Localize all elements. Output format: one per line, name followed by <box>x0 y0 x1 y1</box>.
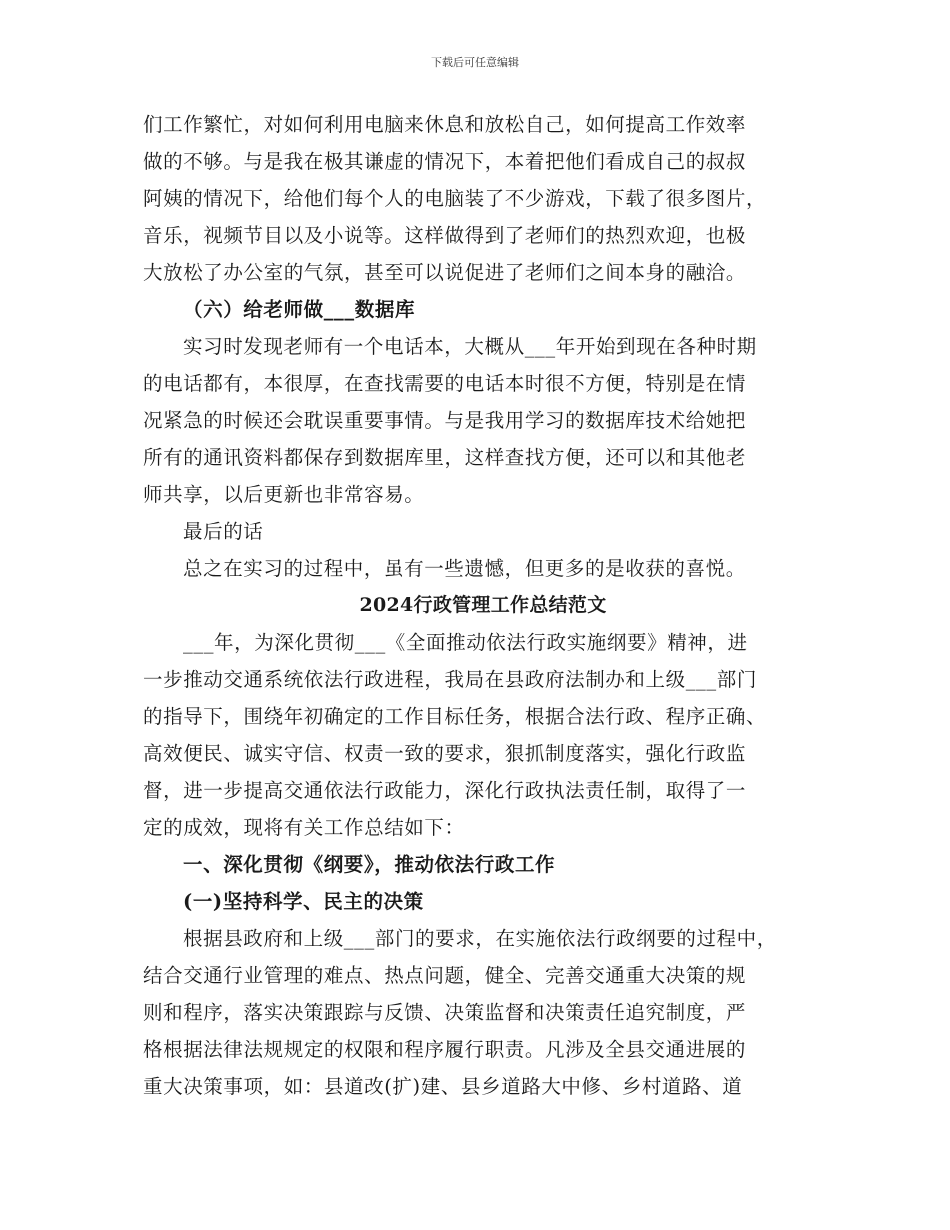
document-title: 2024行政管理工作总结范文 <box>359 594 607 616</box>
text-line: 音乐，视频节目以及小说等。这样做得到了老师们的热烈欢迎，也极 <box>143 224 747 247</box>
text-line: 重大决策事项，如：县道改(扩)建、县乡道路大中修、乡村道路、道 <box>143 1075 743 1098</box>
section-heading: 一、深化贯彻《纲要》，推动依法行政工作 <box>183 853 556 876</box>
text-line: 一步推动交通系统依法行政进程，我局在县政府法制办和上级___部门 <box>143 668 757 691</box>
text-line: 高效便民、诚实守信、权责一致的要求，狠抓制度落实，强化行政监 <box>143 742 747 765</box>
text-line: 则和程序，落实决策跟踪与反馈、决策监督和决策责任追究制度，严 <box>143 1001 747 1024</box>
text-line: 督，进一步提高交通依法行政能力，深化行政执法责任制，取得了一 <box>143 779 747 802</box>
text-line: 大放松了办公室的气氛，甚至可以说促进了老师们之间本身的融洽。 <box>143 261 747 284</box>
section-heading: (一)坚持科学、民主的决策 <box>183 890 424 913</box>
text-line: 的指导下，围绕年初确定的工作目标任务，根据合法行政、程序正确、 <box>143 705 767 728</box>
text-line: 况紧急的时候还会耽误重要事情。与是我用学习的数据库技术给她把 <box>143 409 747 432</box>
text-line: 最后的话 <box>183 520 264 543</box>
text-line: 结合交通行业管理的难点、热点问题，健全、完善交通重大决策的规 <box>143 964 747 987</box>
text-line: 们工作繁忙，对如何利用电脑来休息和放松自己，如何提高工作效率 <box>143 113 747 136</box>
section-heading: （六）给老师做___数据库 <box>183 298 416 321</box>
text-line: 阿姨的情况下，给他们每个人的电脑装了不少游戏，下载了很多图片， <box>143 187 767 210</box>
text-line: 的电话都有，本很厚，在查找需要的电话本时很不方便，特别是在情 <box>143 372 747 395</box>
text-line: 师共享，以后更新也非常容易。 <box>143 483 425 506</box>
text-line: 所有的通讯资料都保存到数据库里，这样查找方便，还可以和其他老 <box>143 446 747 469</box>
document-body <box>143 106 823 1105</box>
text-line: 做的不够。与是我在极其谦虚的情况下，本着把他们看成自己的叔叔 <box>143 150 747 173</box>
text-line: ___年，为深化贯彻___《全面推动依法行政实施纲要》精神，进 <box>183 631 748 654</box>
text-line: 总之在实习的过程中，虽有一些遗憾，但更多的是收获的喜悦。 <box>183 557 746 580</box>
text-line: 定的成效，现将有关工作总结如下： <box>143 816 465 839</box>
text-line: 根据县政府和上级___部门的要求，在实施依法行政纲要的过程中， <box>183 927 777 950</box>
text-line: 格根据法律法规规定的权限和程序履行职责。凡涉及全县交通进展的 <box>143 1038 747 1061</box>
page-header: 下载后可任意编辑 <box>431 56 519 69</box>
text-line: 实习时发现老师有一个电话本，大概从___年开始到现在各种时期 <box>183 335 757 358</box>
